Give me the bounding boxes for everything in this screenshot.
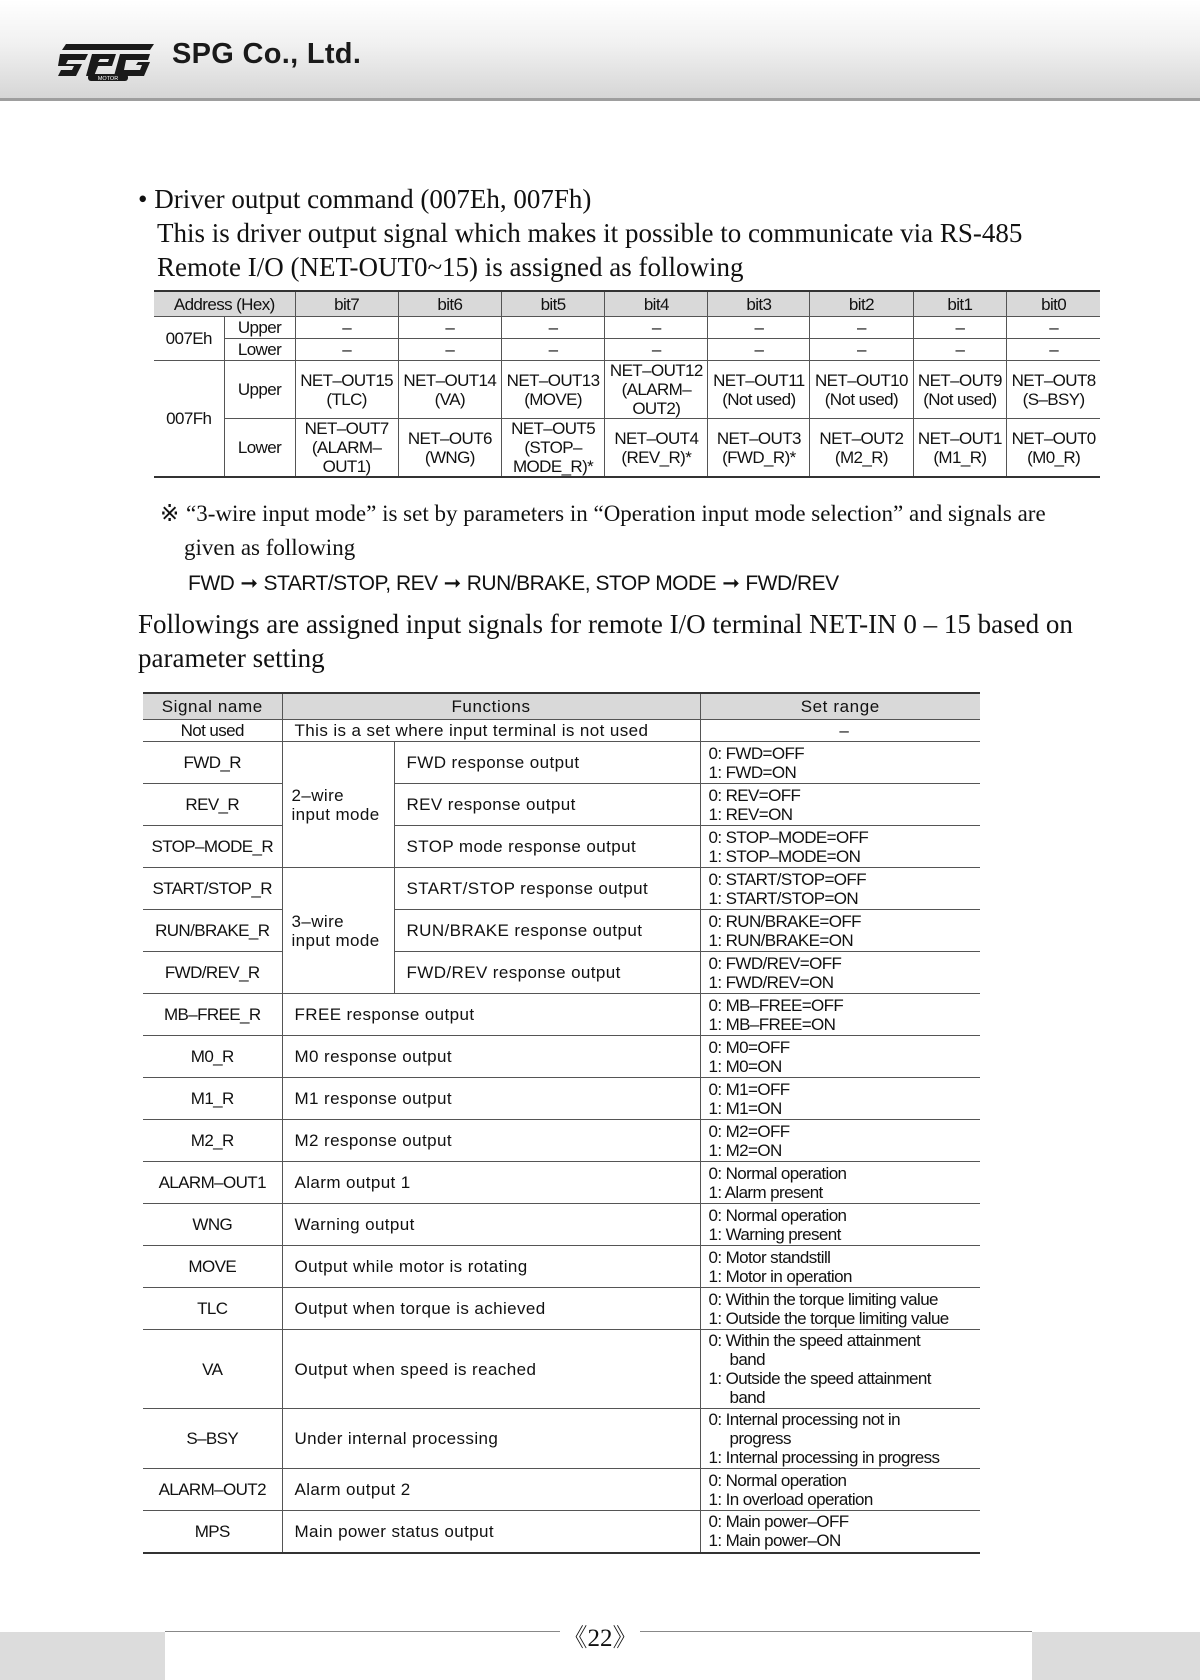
bit-cell-line: (MOVE): [524, 389, 582, 409]
signal-name-cell: TLC: [143, 1288, 282, 1330]
range-cell: [700, 784, 980, 826]
mapping-from: REV: [395, 572, 438, 595]
table-row: [143, 720, 980, 742]
bit-cell-line: (ALARM–: [621, 380, 692, 399]
group-line: 2–wire: [291, 785, 344, 805]
col-bit7: bit7: [295, 291, 398, 317]
bit-cell: [810, 361, 913, 419]
intro-title: [138, 182, 1098, 216]
range-line: 0: Main power–OFF: [708, 1512, 849, 1532]
range-line: 0: Within the torque limiting value: [708, 1289, 938, 1309]
address-table-header: [154, 291, 1100, 317]
range-line: 1: M1=ON: [708, 1098, 782, 1118]
table-row: [143, 868, 980, 910]
signal-name-cell: REV_R: [143, 784, 282, 826]
footer-rule: [165, 1631, 560, 1632]
group-line: input mode: [291, 804, 380, 824]
range-line: band: [729, 1388, 765, 1407]
address-row: [154, 361, 1100, 419]
address-table: [154, 290, 1100, 478]
signal-name-cell: FWD/REV_R: [143, 952, 282, 994]
bit-cell: –: [295, 317, 398, 339]
range-cell: [700, 1330, 980, 1409]
signal-table-header: [143, 693, 980, 720]
bit-cell-line: (M1_R): [933, 447, 987, 467]
intro-line: This is driver output signal which makes it possible to communicate via RS-485: [157, 218, 1023, 248]
bit-cell-line: (Not used): [923, 389, 997, 409]
range-line: 1: STOP–MODE=ON: [708, 846, 861, 866]
mapping-to: FWD/REV: [745, 572, 839, 595]
note-mark: ※: [160, 501, 180, 526]
bit-cell-line: (WNG): [424, 447, 475, 467]
bit-cell-line: (VA): [434, 389, 466, 409]
bit-cell-line: NET–OUT14: [403, 370, 497, 390]
bit-cell: [501, 419, 604, 478]
function-cell: M2 response output: [282, 1120, 700, 1162]
range-cell: [700, 1511, 980, 1553]
bit-cell-line: (M2_R): [834, 447, 888, 467]
intro-line: Remote I/O (NET-OUT0~15) is assigned as following: [157, 252, 744, 282]
bit-cell: –: [398, 317, 501, 339]
address-cell: 007Eh: [154, 317, 224, 361]
mapping-to: START/STOP: [263, 572, 386, 595]
bit-cell-line: (Not used): [722, 389, 796, 409]
range-line: 0: Within the speed attainment: [708, 1331, 921, 1350]
bit-cell: [1007, 419, 1100, 478]
group-3wire-cell: [282, 868, 394, 994]
bit-cell: –: [810, 339, 913, 361]
signal-name-cell: S–BSY: [143, 1409, 282, 1469]
range-line: 1: FWD=ON: [708, 762, 797, 782]
bit-cell-line: (S–BSY): [1022, 389, 1085, 409]
bit-cell-line: NET–OUT12: [609, 361, 703, 380]
range-cell: [700, 720, 980, 742]
function-cell: FWD/REV response output: [394, 952, 700, 994]
range-line: 1: In overload operation: [708, 1489, 873, 1509]
bit-cell-line: NET–OUT6: [407, 428, 492, 448]
footer-bar-right: [1032, 1632, 1200, 1680]
group-line: 3–wire: [291, 911, 344, 931]
range-cell: [700, 826, 980, 868]
signal-name-cell: MOVE: [143, 1246, 282, 1288]
bit-cell-line: NET–OUT5: [511, 419, 596, 438]
col-address: Address (Hex): [154, 291, 295, 317]
bit-cell-line: (REV_R)*: [621, 447, 692, 467]
bit-cell-line: NET–OUT2: [819, 428, 904, 448]
bit-cell-line: NET–OUT3: [716, 428, 801, 448]
bit-cell: [605, 419, 708, 478]
note-block: [160, 497, 1100, 601]
function-cell: M1 response output: [282, 1078, 700, 1120]
signal-name-cell: M0_R: [143, 1036, 282, 1078]
mapping-from: STOP MODE: [595, 572, 717, 595]
signal-name-cell: M1_R: [143, 1078, 282, 1120]
function-cell: FREE response output: [282, 994, 700, 1036]
table-row: [143, 1409, 980, 1469]
range-line: 0: REV=OFF: [708, 785, 801, 805]
bit-cell: [810, 419, 913, 478]
bit-cell-line: OUT2): [632, 399, 681, 418]
signal-name-cell: ALARM–OUT1: [143, 1162, 282, 1204]
range-line: 1: Warning present: [708, 1224, 841, 1244]
footer-rule: [640, 1631, 1032, 1632]
range-cell: [700, 910, 980, 952]
range-line: 0: Normal operation: [708, 1205, 847, 1225]
table-row: [143, 1288, 980, 1330]
table-row: [143, 952, 980, 994]
table-row: [143, 1330, 980, 1409]
bit-cell-line: NET–OUT10: [815, 370, 908, 390]
bit-cell: [295, 361, 398, 419]
bit-cell-line: OUT1): [322, 457, 371, 476]
range-line: 0: Motor standstill: [708, 1247, 831, 1267]
bit-cell: [708, 419, 810, 478]
bit-cell: –: [295, 339, 398, 361]
range-line: 0: MB–FREE=OFF: [708, 995, 844, 1015]
bit-cell: [398, 419, 501, 478]
range-line: 1: RUN/BRAKE=ON: [708, 930, 854, 950]
signal-name-cell: START/STOP_R: [143, 868, 282, 910]
half-cell: Upper: [224, 317, 295, 339]
mapping-separator: ,: [584, 572, 596, 595]
bit-cell-line: NET–OUT4: [614, 428, 699, 448]
function-cell: M0 response output: [282, 1036, 700, 1078]
bit-cell: [605, 361, 708, 419]
bit-cell-line: (Not used): [824, 389, 899, 409]
table-row: [143, 826, 980, 868]
signal-name-cell: RUN/BRAKE_R: [143, 910, 282, 952]
bit-cell: [913, 419, 1007, 478]
half-cell: Upper: [224, 361, 295, 419]
table-row: [143, 1204, 980, 1246]
bit-cell-line: NET–OUT8: [1011, 370, 1096, 390]
table-row: [143, 1120, 980, 1162]
group-line: input mode: [291, 930, 380, 950]
bit-cell-line: (TLC): [326, 389, 367, 409]
function-cell: REV response output: [394, 784, 700, 826]
range-line: –: [839, 721, 849, 740]
range-cell: [700, 1204, 980, 1246]
range-cell: [700, 1288, 980, 1330]
bit-cell-line: (STOP–: [524, 438, 582, 457]
range-line: 0: M1=OFF: [708, 1079, 790, 1099]
arrow-right-icon: ➞: [443, 572, 461, 595]
note-line: given as following: [184, 535, 356, 560]
group-2wire-cell: [282, 742, 394, 868]
range-line: 1: Outside the speed attainment: [708, 1369, 931, 1388]
range-cell: [700, 1036, 980, 1078]
bit-cell-line: NET–OUT7: [304, 419, 389, 438]
range-line: 1: Internal processing in progress: [708, 1448, 940, 1467]
table-row: [143, 784, 980, 826]
range-line: 0: Internal processing not in: [708, 1410, 900, 1429]
range-line: 1: Motor in operation: [708, 1266, 852, 1286]
col-functions: Functions: [282, 693, 700, 720]
bit-cell-line: NET–OUT9: [917, 370, 1002, 390]
bit-cell-line: NET–OUT15: [300, 370, 394, 390]
bit-cell: –: [708, 317, 810, 339]
table-row: [143, 1162, 980, 1204]
bit-cell-line: (ALARM–: [311, 438, 382, 457]
address-row: [154, 419, 1100, 478]
table-row: [143, 994, 980, 1036]
intro-block: [138, 182, 1098, 284]
signal-name-cell: STOP–MODE_R: [143, 826, 282, 868]
note-line: [160, 497, 1100, 531]
bit-cell: [295, 419, 398, 478]
bit-cell: [398, 361, 501, 419]
range-line: 1: FWD/REV=ON: [708, 972, 834, 992]
bit-cell: –: [501, 317, 604, 339]
half-cell: Lower: [224, 419, 295, 478]
function-cell: STOP mode response output: [394, 826, 700, 868]
range-line: band: [729, 1350, 765, 1369]
range-line: 1: Alarm present: [708, 1182, 823, 1202]
half-cell: Lower: [224, 339, 295, 361]
col-bit0: bit0: [1007, 291, 1100, 317]
bit-cell: –: [605, 317, 708, 339]
table-row: [143, 1511, 980, 1553]
range-line: 1: M0=ON: [708, 1056, 782, 1076]
range-line: 1: M2=ON: [708, 1140, 782, 1160]
range-line: 1: START/STOP=ON: [708, 888, 859, 908]
bit-cell: –: [605, 339, 708, 361]
page-number: 《22》: [562, 1625, 638, 1652]
mapping-from: FWD: [188, 572, 235, 595]
range-cell: [700, 952, 980, 994]
range-line: 1: MB–FREE=ON: [708, 1014, 836, 1034]
table-row: [143, 742, 980, 784]
range-line: 0: STOP–MODE=OFF: [708, 827, 869, 847]
paragraph-line: Followings are assigned input signals for remote I/O terminal NET-IN 0 – 15 based on: [138, 609, 1073, 639]
intro-title-text: Driver output command (007Eh, 007Fh): [154, 184, 592, 214]
mode-mapping: [160, 567, 1100, 601]
range-line: 0: FWD/REV=OFF: [708, 953, 842, 973]
function-cell: RUN/BRAKE response output: [394, 910, 700, 952]
svg-text:MOTOR: MOTOR: [97, 76, 119, 82]
range-line: progress: [729, 1429, 791, 1448]
bit-cell: –: [1007, 317, 1100, 339]
col-bit5: bit5: [501, 291, 604, 317]
signal-name-cell: WNG: [143, 1204, 282, 1246]
mapping-separator: ,: [385, 572, 396, 595]
function-cell: Output when torque is achieved: [282, 1288, 700, 1330]
bit-cell: –: [501, 339, 604, 361]
range-line: 0: START/STOP=OFF: [708, 869, 866, 889]
function-cell: Main power status output: [282, 1511, 700, 1553]
col-bit4: bit4: [605, 291, 708, 317]
bullet: •: [138, 184, 148, 214]
signal-name-cell: VA: [143, 1330, 282, 1409]
table-row: [143, 1246, 980, 1288]
bit-cell-line: NET–OUT1: [917, 428, 1002, 448]
bit-cell: [501, 361, 604, 419]
table-row: [143, 1078, 980, 1120]
address-row: [154, 317, 1100, 339]
signal-name-cell: FWD_R: [143, 742, 282, 784]
range-cell: [700, 868, 980, 910]
bit-cell-line: NET–OUT0: [1011, 428, 1096, 448]
range-cell: [700, 1078, 980, 1120]
col-signal-name: Signal name: [143, 693, 282, 720]
signal-name-cell: MB–FREE_R: [143, 994, 282, 1036]
col-bit2: bit2: [810, 291, 913, 317]
signal-name-cell: Not used: [143, 720, 282, 742]
signals-paragraph: [138, 607, 1098, 675]
bit-cell-line: MODE_R)*: [512, 457, 594, 476]
bit-cell: –: [1007, 339, 1100, 361]
function-cell: Output when speed is reached: [282, 1330, 700, 1409]
page-header: [0, 0, 1200, 101]
range-line: 0: FWD=OFF: [708, 743, 805, 763]
function-cell: FWD response output: [394, 742, 700, 784]
range-cell: [700, 1246, 980, 1288]
function-cell: Output while motor is rotating: [282, 1246, 700, 1288]
signal-name-cell: MPS: [143, 1511, 282, 1553]
function-cell: Alarm output 2: [282, 1469, 700, 1511]
function-cell: START/STOP response output: [394, 868, 700, 910]
arrow-right-icon: ➞: [240, 572, 258, 595]
address-cell: 007Fh: [154, 361, 224, 478]
footer-bar-left: [0, 1632, 165, 1680]
signal-name-cell: ALARM–OUT2: [143, 1469, 282, 1511]
address-row: [154, 339, 1100, 361]
range-line: 0: Normal operation: [708, 1163, 847, 1183]
bit-cell: –: [398, 339, 501, 361]
bit-cell: [708, 361, 810, 419]
col-bit3: bit3: [708, 291, 810, 317]
range-line: 1: Outside the torque limiting value: [708, 1308, 949, 1328]
bit-cell-line: NET–OUT13: [506, 370, 600, 390]
function-cell: This is a set where input terminal is not used: [282, 720, 700, 742]
range-cell: [700, 1469, 980, 1511]
signal-name-cell: M2_R: [143, 1120, 282, 1162]
table-row: [143, 1469, 980, 1511]
range-line: 0: M2=OFF: [708, 1121, 790, 1141]
range-line: 0: Normal operation: [708, 1470, 847, 1490]
range-cell: [700, 1162, 980, 1204]
bit-cell: –: [708, 339, 810, 361]
bit-cell: –: [810, 317, 913, 339]
paragraph-line: parameter setting: [138, 643, 325, 673]
bit-cell: –: [913, 339, 1007, 361]
bit-cell-line: (FWD_R)*: [722, 447, 796, 467]
range-cell: [700, 742, 980, 784]
mapping-to: RUN/BRAKE: [466, 572, 585, 595]
col-bit1: bit1: [913, 291, 1007, 317]
bit-cell: –: [913, 317, 1007, 339]
col-set-range: Set range: [700, 693, 980, 720]
function-cell: Under internal processing: [282, 1409, 700, 1469]
spg-logo-icon: [58, 38, 158, 82]
signal-table: [143, 692, 980, 1554]
table-row: [143, 1036, 980, 1078]
note-text: “3-wire input mode” is set by parameters in “Operation input mode selection” and signals are: [186, 501, 1046, 526]
table-row: [143, 910, 980, 952]
range-line: 1: REV=ON: [708, 804, 793, 824]
company-name: SPG Co., Ltd.: [172, 38, 362, 70]
range-line: 0: RUN/BRAKE=OFF: [708, 911, 861, 931]
arrow-right-icon: ➞: [722, 572, 740, 595]
range-cell: [700, 994, 980, 1036]
range-line: 0: M0=OFF: [708, 1037, 790, 1057]
function-cell: Warning output: [282, 1204, 700, 1246]
bit-cell: [1007, 361, 1100, 419]
col-bit6: bit6: [398, 291, 501, 317]
range-cell: [700, 1409, 980, 1469]
bit-cell-line: NET–OUT11: [713, 370, 805, 390]
range-line: 1: Main power–ON: [708, 1531, 841, 1551]
bit-cell-line: (M0_R): [1027, 447, 1081, 467]
bit-cell: [913, 361, 1007, 419]
function-cell: Alarm output 1: [282, 1162, 700, 1204]
range-cell: [700, 1120, 980, 1162]
